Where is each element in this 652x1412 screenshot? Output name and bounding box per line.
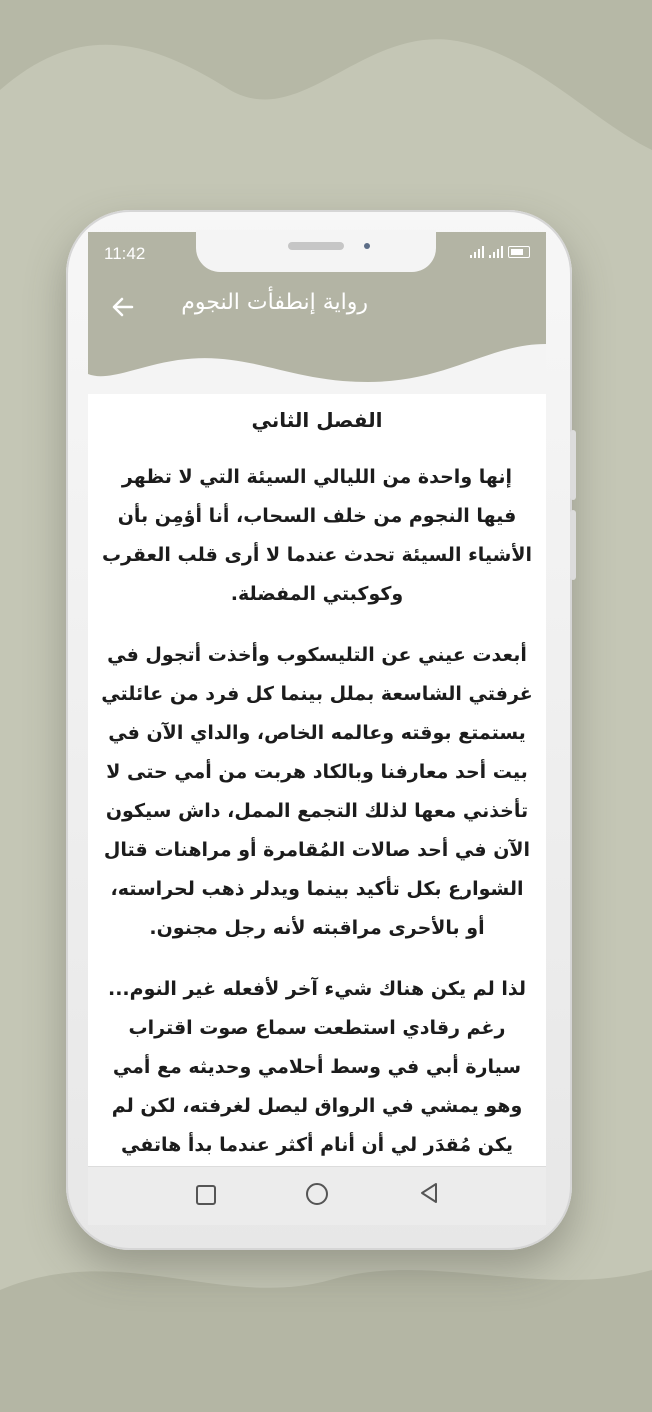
front-camera (364, 243, 370, 249)
paragraph: لذا لم يكن هناك شيء آخر لأفعله غير النوم... رغم رقادي استطعت سماع صوت اقتراب سيارة أبي في وسط أحلامي وحديثه مع أمي وهو يمشي في الرواق ليصل لغرفته، لكن لم يكن مُقدَر لي أن أنام أكثر عندما بدأ هاتفي (107, 978, 527, 1156)
back-triangle-icon[interactable] (418, 1181, 440, 1205)
reader-content[interactable] (88, 394, 546, 1166)
battery-icon (508, 246, 530, 258)
chapter-title: الفصل الثاني (251, 408, 383, 432)
paragraph: إنها واحدة من الليالي السيئة التي لا تظهر فيها النجوم من خلف السحاب، أنا أؤمِن بأن الأشياء السيئة تحدث عندما لا أرى قلب العقرب وكوكبتي المفضلة. (101, 466, 533, 605)
recents-square-icon[interactable] (196, 1185, 216, 1205)
system-nav-bar (88, 1166, 546, 1225)
status-time: 11:42 (104, 244, 146, 263)
paragraph: أبعدت عيني عن التليسكوب وأخذت أتجول في غرفتي الشاسعة بملل بينما كل فرد من عائلتي يستمتع بوقته وعالمه الخاص، والداي الآن في بيت أحد معارفنا وبالكاد هربت من أمي حتى لا تأخذني معها لذلك التجمع الممل، داش سيكون الآن في أحد صالات المُقامرة أو مراهنات قتال الشوارع بكل تأكيد بينما ويدلر ذهب لحراسته، أو بالأحرى مراقبته لأنه رجل مجنون. (101, 644, 533, 939)
signal-icon (470, 246, 484, 258)
status-icons (470, 246, 530, 258)
page-title: رواية إنطفأت النجوم (181, 290, 368, 315)
phone-screen (88, 232, 546, 1224)
back-arrow-icon[interactable] (110, 294, 136, 320)
phone-notch (196, 230, 436, 272)
speaker-grille (288, 242, 344, 250)
home-circle-icon[interactable] (306, 1183, 328, 1205)
signal-icon-2 (489, 246, 503, 258)
